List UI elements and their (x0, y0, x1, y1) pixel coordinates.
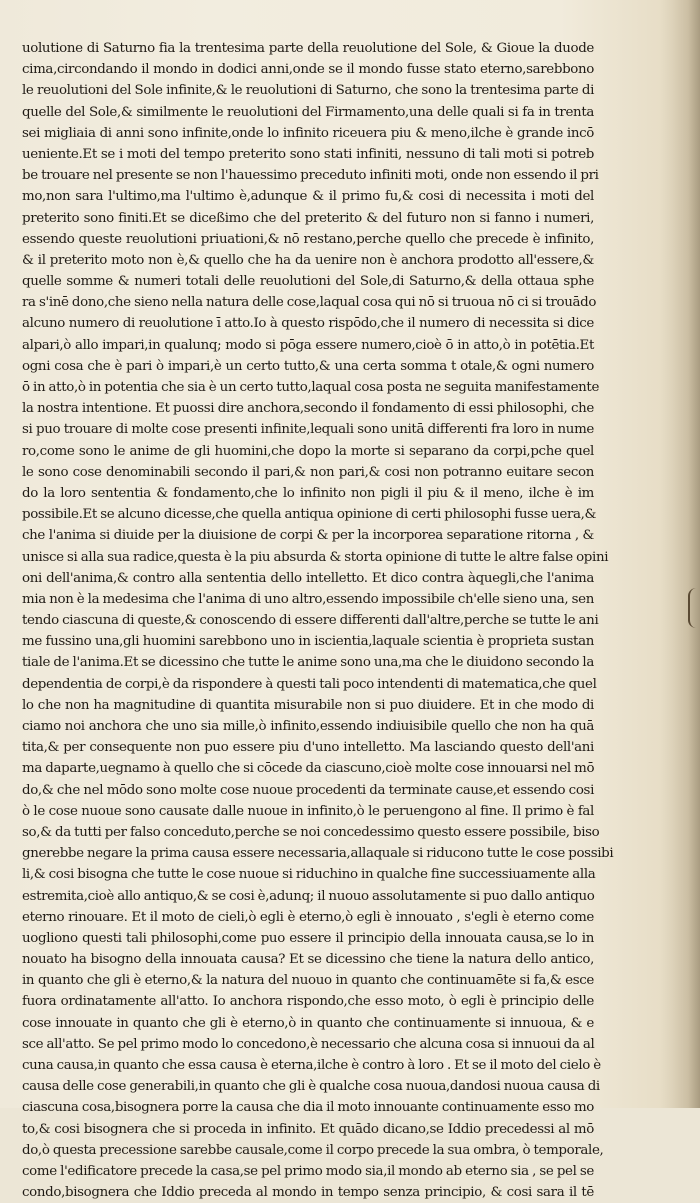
text-line: li,& cosi bisogna che tutte le cose nuoue si riduchino in qualche fine successiuamente alla (22, 867, 596, 883)
text-line: le sono cose denominabili secondo il pari,& non pari,& cosi non potranno euitare secon (22, 464, 594, 480)
text-line: ciamo noi anchora che uno sia mille,ò infinito,essendo indiuisibile quello che non ha quā (22, 719, 594, 734)
text-line: alcuno numero di reuolutione ī atto.Io à questo rispōdo,che il numero di necessita si dice (22, 316, 594, 332)
text-line: cose innouate in quanto che gli è eterno,ò in quanto che continuamente si innuoua, & e (22, 1015, 594, 1031)
text-line: do la loro sententia & fondamento,che lo infinito non pigli il piu & il meno, ilche è im (22, 485, 594, 501)
text-line: cuna causa,in quanto che essa causa è eterna,ilche è contro à loro . Et se il moto del cielo è (22, 1058, 601, 1073)
text-line: essendo queste reuolutioni priuationi,& nō restano,perche quello che precede è infinito, (22, 231, 594, 247)
text-line: che l'anima si diuide per la diuisione de corpi & per la incorporea separatione ritorna , & (22, 528, 594, 544)
text-line: come l'edificatore precede la casa,se pel primo modo sia,il mondo ab eterno sia , se pel se (22, 1163, 594, 1179)
text-line: in quanto che gli è eterno,& la natura del nuouo in quanto che continuamēte si fa,& esce (22, 973, 594, 989)
text-line: to,& cosi bisognera che si proceda in infinito. Et quādo dicano,se Iddio precedessi al mō (22, 1121, 594, 1137)
text-line: la nostra intentione. Et puossi dire anchora,secondo il fondamento di essi philosophi, che (22, 401, 594, 417)
text-line: tendo ciascuna di queste,& conoscendo di essere differenti dall'altre,perche se tutte le ani (22, 613, 599, 629)
text-line: uolutione di Saturno fia la trentesima parte della reuolutione del Sole, & Gioue la duode (22, 41, 594, 56)
text-line: ma daparte,uegnamo à quello che si cōcede da ciascuno,cioè molte cose innouarsi nel mō (22, 761, 595, 777)
text-line: do,& che nel mōdo sono molte cose nuoue procedenti da terminate cause,et essendo cosi (22, 782, 594, 798)
text-line: ro,come sono le anime de gli huomini,che dopo la morte si separano da corpi,pche quel (22, 443, 594, 459)
body-text (22, 38, 614, 1203)
text-line: lo che non ha magnitudine di quantita misurabile non si puo diuidere. Et in che modo di (22, 697, 594, 713)
text-line: dependentia de corpi,è da rispondere à questi tali poco intendenti di matematica,che quel (22, 676, 597, 692)
text-line: so,& da tutti per falso conceduto,perche se noi concedessimo questo essere possibile, biso (22, 824, 600, 840)
text-line: le reuolutioni del Sole infinite,& le reuolutioni di Saturno, che sono la trentesima parte di (22, 83, 594, 99)
text-line: ò le cose nuoue sono causate dalle nuoue in infinito,ò le peruengono al fine. Il primo è fal (22, 803, 594, 819)
text-line: tiale de l'anima.Et se dicessino che tutte le anime sono una,ma che le diuidono secondo la (22, 655, 594, 671)
text-line: ueniente.Et se i moti del tempo preterito sono stati infiniti, nessuno di tali moti si potreb (22, 146, 594, 162)
text-line: condo,bisognera che Iddio preceda al mondo in tempo senza principio, & cosi sara il tē (22, 1185, 594, 1201)
text-line: possibile.Et se alcuno dicesse,che quella antiqua opinione di certi philosophi fusse uera,& (22, 507, 597, 523)
text-line: quelle del Sole,& similmente le reuolutioni del Firmamento,una delle quali si fa in trenta (22, 104, 594, 120)
text-line: ogni cosa che è pari ò impari,è un certo tutto,& una certa somma t otale,& ogni numero (22, 358, 594, 374)
text-line: fuora ordinatamente all'atto. Io anchora rispondo,che esso moto, ò egli è principio delle (22, 994, 594, 1010)
text-line: ciascuna cosa,bisognera porre la causa che dia il moto innouante continuamente esso mo (22, 1100, 594, 1116)
text-line: cima,circondando il mondo in dodici anni,onde se il mondo fusse stato eterno,sarebbono (22, 62, 594, 78)
text-line: gnerebbe negare la prima causa essere necessaria,allaquale si riducono tutte le cose possibi (22, 846, 614, 862)
text-line: unisce si alla sua radice,questa è la piu absurda & storta opinione di tutte le altre false opini (22, 549, 609, 565)
text-line: preterito sono finiti.Et se diceßimo che del preterito & del futuro non si fanno i numeri, (22, 210, 594, 226)
text-line: sce all'atto. Se pel primo modo lo concedono,è necessario che alcuna cosa si innuoui da al (22, 1036, 595, 1052)
text-line: do,ò questa precessione sarebbe causale,come il corpo precede la sua ombra, ò temporale, (22, 1142, 604, 1158)
text-line: eterno rinouare. Et il moto de cieli,ò egli è eterno,ò egli è innouato , s'egli è eterno come (22, 909, 594, 925)
text-line: sei migliaia di anni sono infinite,onde lo infinito riceuera piu & meno,ilche è grande incō (22, 125, 594, 141)
margin-bracket-mark (688, 588, 698, 628)
text-line: alpari,ò allo impari,in qualunq; modo si pōga essere numero,cioè ō in atto,ò in potētia.Et (22, 337, 594, 353)
text-line: & il preterito moto non è,& quello che ha da uenire non è anchora prodotto all'essere,& (22, 252, 594, 268)
text-line: causa delle cose generabili,in quanto che gli è qualche cosa nuoua,dandosi nuoua causa di (22, 1079, 600, 1095)
text-line: mo,non sara l'ultimo,ma l'ultimo è,adunque & il primo fu,& cosi di necessita i moti del (22, 189, 594, 205)
text-line: be trouare nel presente se non l'hauessimo preceduto infiniti moti, onde non essendo il pri (22, 168, 599, 184)
text-line: nouato ha bisogno della innouata causa? Et se dicessino che tiene la natura dello antico, (22, 952, 594, 968)
text-line: mia non è la medesima che l'anima di uno altro,essendo impossibile ch'elle sieno una, sen (22, 591, 595, 607)
text-line: uogliono questi tali philosophi,come puo essere il principio della innouata causa,se lo in (22, 930, 594, 946)
text-line: estremita,cioè allo antiquo,& se cosi è,adunq; il nuouo assolutamente si puo dallo antiquo (22, 888, 595, 904)
text-line: ō in atto,ò in potentia che sia è un certo tutto,laqual cosa posta ne seguita manifestamente (22, 380, 600, 395)
text-line: ra s'inē dono,che sieno nella natura delle cose,laqual cosa qui nō si truoua nō ci si trouādo (22, 295, 597, 311)
text-line: si puo trouare di molte cose presenti infinite,lequali sono unitā differenti fra loro in nume (22, 422, 594, 438)
text-line: quelle somme & numeri totali delle reuolutioni del Sole,di Saturno,& della ottaua sphe (22, 274, 594, 290)
text-line: tita,& per consequente non puo essere piu d'uno intelletto. Ma lasciando questo dell'ani (22, 740, 594, 756)
page-edge-shadow (660, 0, 700, 1108)
text-line: me fussino una,gli huomini sarebbono uno in iscientia,laquale scientia è proprieta sustan (22, 634, 594, 650)
text-line: oni dell'anima,& contro alla sententia dello intelletto. Et dico contra àquegli,che l'anima (22, 570, 594, 586)
